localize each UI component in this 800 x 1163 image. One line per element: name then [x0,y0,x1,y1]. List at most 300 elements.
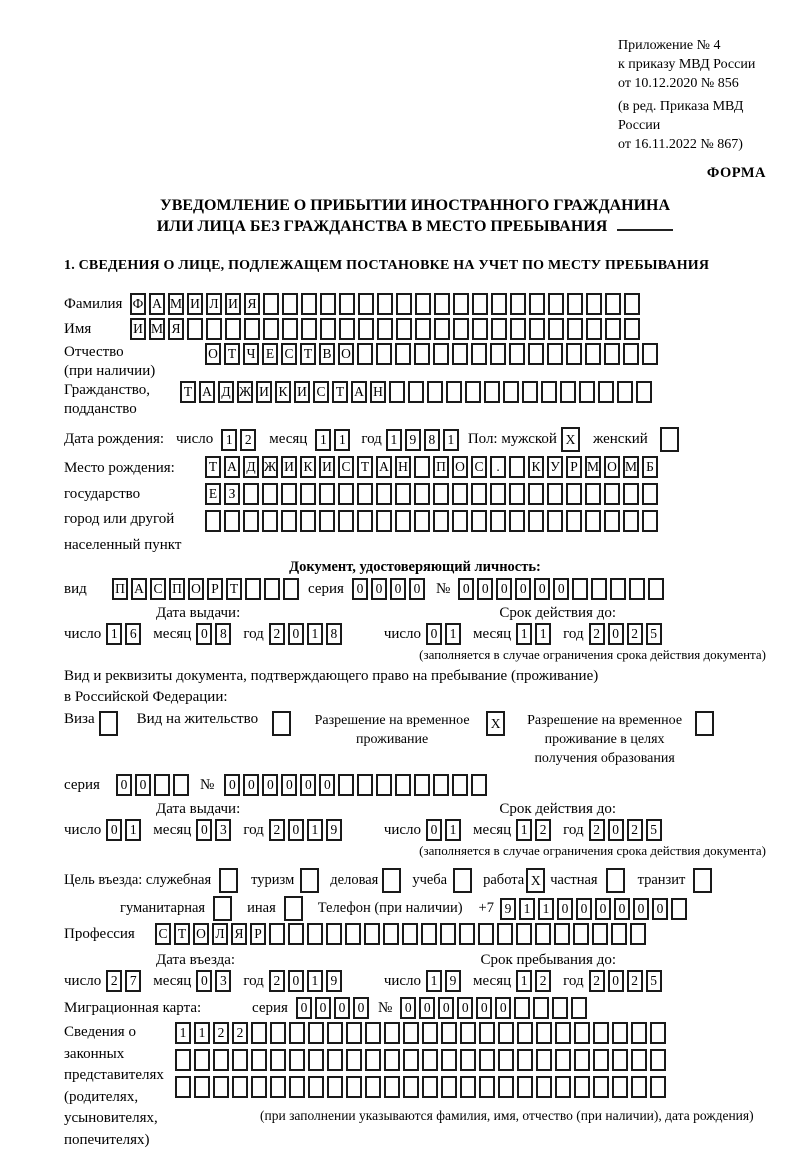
surname-cell[interactable] [415,293,431,315]
patronymic-cell[interactable] [490,343,506,365]
name-cell[interactable] [529,318,545,340]
doc-valid-year-cell[interactable]: 0 [608,623,624,645]
birthplace-cell[interactable] [452,483,468,505]
birthplace-cell[interactable]: Б [642,456,658,478]
name-cell[interactable]: И [130,318,146,340]
patronymic-cell[interactable]: Е [262,343,278,365]
doc-valid-year-cell[interactable]: 2 [589,623,605,645]
patronymic-cell[interactable]: В [319,343,335,365]
doc-number-cell[interactable]: 0 [534,578,550,600]
citizenship-cell[interactable] [617,381,633,403]
representative-cell[interactable]: 2 [232,1022,248,1044]
surname-cell[interactable] [320,293,336,315]
profession-cell[interactable] [307,923,323,945]
birthplace-cell[interactable] [319,483,335,505]
name-cell[interactable] [244,318,260,340]
representative-cell[interactable] [213,1076,229,1098]
birthplace-cell[interactable] [604,510,620,532]
permit-number-cell[interactable] [395,774,411,796]
permit-issue-year-cell[interactable]: 2 [269,819,285,841]
purpose-tourism-checkbox[interactable] [300,868,319,893]
doc-number-cell[interactable]: 0 [496,578,512,600]
citizenship-cell[interactable]: И [294,381,310,403]
birthplace-cell[interactable]: Е [205,483,221,505]
birthplace-cell[interactable]: Ж [262,456,278,478]
patronymic-cell[interactable] [452,343,468,365]
representative-cell[interactable] [574,1049,590,1071]
patronymic-cell[interactable]: Ч [243,343,259,365]
profession-cell[interactable]: Р [250,923,266,945]
permit-valid-year-cell[interactable]: 0 [608,819,624,841]
representative-cell[interactable] [270,1049,286,1071]
name-cell[interactable] [358,318,374,340]
doc-valid-day-cell[interactable]: 1 [445,623,461,645]
name-cell[interactable] [301,318,317,340]
representative-cell[interactable] [403,1022,419,1044]
permit-number-cell[interactable] [471,774,487,796]
birthplace-cell[interactable] [585,510,601,532]
entry-year-cell[interactable]: 2 [269,970,285,992]
purpose-work-checkbox[interactable]: X [526,868,545,893]
mig-number-cell[interactable]: 0 [438,997,454,1019]
permit-number-cell[interactable]: 0 [281,774,297,796]
permit-number-cell[interactable]: 0 [224,774,240,796]
profession-cell[interactable] [326,923,342,945]
representative-cell[interactable] [536,1022,552,1044]
representative-cell[interactable] [251,1049,267,1071]
purpose-private-checkbox[interactable] [606,868,625,893]
representative-cell[interactable] [631,1022,647,1044]
doc-type-cell[interactable]: О [188,578,204,600]
surname-cell[interactable]: И [225,293,241,315]
birthplace-cell[interactable]: Н [395,456,411,478]
stay-month-cell[interactable]: 2 [535,970,551,992]
surname-cell[interactable] [624,293,640,315]
representative-cell[interactable] [403,1049,419,1071]
birthplace-cell[interactable] [528,510,544,532]
birthplace-cell[interactable] [357,483,373,505]
doc-number-cell[interactable]: 0 [458,578,474,600]
birthplace-cell[interactable] [509,456,525,478]
birth-day-cell[interactable]: 1 [221,429,237,451]
doc-type-cell[interactable]: П [169,578,185,600]
birth-year-cell[interactable]: 1 [386,429,402,451]
citizenship-cell[interactable] [484,381,500,403]
citizenship-cell[interactable]: И [256,381,272,403]
mig-number-cell[interactable]: 0 [495,997,511,1019]
patronymic-cell[interactable] [642,343,658,365]
representative-cell[interactable] [327,1049,343,1071]
surname-cell[interactable] [282,293,298,315]
permit-issue-month-cell[interactable]: 3 [215,819,231,841]
profession-cell[interactable] [611,923,627,945]
name-cell[interactable] [434,318,450,340]
representative-cell[interactable] [574,1022,590,1044]
representative-cell[interactable] [574,1076,590,1098]
surname-cell[interactable] [567,293,583,315]
permit-number-cell[interactable]: 0 [243,774,259,796]
representative-cell[interactable] [536,1076,552,1098]
representative-cell[interactable] [650,1049,666,1071]
birthplace-cell[interactable]: П [433,456,449,478]
representative-cell[interactable] [194,1049,210,1071]
surname-cell[interactable] [548,293,564,315]
birthplace-cell[interactable]: К [300,456,316,478]
representative-cell[interactable] [308,1022,324,1044]
representative-cell[interactable] [612,1022,628,1044]
citizenship-cell[interactable]: Д [218,381,234,403]
stay-year-cell[interactable]: 5 [646,970,662,992]
doc-type-cell[interactable] [283,578,299,600]
representative-cell[interactable] [384,1022,400,1044]
birthplace-cell[interactable]: Т [357,456,373,478]
phone-digit-cell[interactable]: 0 [576,898,592,920]
surname-cell[interactable] [301,293,317,315]
name-cell[interactable] [263,318,279,340]
representative-cell[interactable] [441,1022,457,1044]
citizenship-cell[interactable] [541,381,557,403]
doc-number-cell[interactable]: 0 [477,578,493,600]
entry-month-cell[interactable]: 3 [215,970,231,992]
birthplace-cell[interactable]: З [224,483,240,505]
citizenship-cell[interactable]: Т [332,381,348,403]
representative-cell[interactable] [175,1049,191,1071]
birthplace-cell[interactable] [395,510,411,532]
stay-month-cell[interactable]: 1 [516,970,532,992]
permit-valid-year-cell[interactable]: 5 [646,819,662,841]
representative-cell[interactable] [289,1022,305,1044]
citizenship-cell[interactable]: Н [370,381,386,403]
profession-cell[interactable] [478,923,494,945]
birthplace-cell[interactable]: Р [566,456,582,478]
birthplace-cell[interactable]: У [547,456,563,478]
phone-digit-cell[interactable]: 9 [500,898,516,920]
permit-number-cell[interactable] [376,774,392,796]
patronymic-cell[interactable] [604,343,620,365]
doc-issue-month-cell[interactable]: 8 [215,623,231,645]
name-cell[interactable] [624,318,640,340]
representative-cell[interactable] [536,1049,552,1071]
doc-issue-day-cell[interactable]: 6 [125,623,141,645]
representative-cell[interactable] [194,1076,210,1098]
representative-cell[interactable] [232,1049,248,1071]
representative-cell[interactable] [631,1076,647,1098]
doc-issue-year-cell[interactable]: 8 [326,623,342,645]
representative-cell[interactable]: 2 [213,1022,229,1044]
birth-month-cell[interactable]: 1 [315,429,331,451]
patronymic-cell[interactable] [623,343,639,365]
representative-cell[interactable]: 1 [175,1022,191,1044]
patronymic-cell[interactable] [471,343,487,365]
name-cell[interactable] [472,318,488,340]
patronymic-cell[interactable]: Т [300,343,316,365]
mig-series-cell[interactable]: 0 [296,997,312,1019]
permit-issue-month-cell[interactable]: 0 [196,819,212,841]
doc-series-cell[interactable]: 0 [409,578,425,600]
permit-issue-year-cell[interactable]: 0 [288,819,304,841]
permit-number-cell[interactable] [452,774,468,796]
birthplace-cell[interactable] [224,510,240,532]
citizenship-cell[interactable] [408,381,424,403]
doc-type-cell[interactable]: П [112,578,128,600]
representative-cell[interactable] [270,1022,286,1044]
surname-cell[interactable] [529,293,545,315]
representative-cell[interactable] [517,1049,533,1071]
mig-number-cell[interactable] [571,997,587,1019]
representative-cell[interactable] [460,1022,476,1044]
purpose-transit-checkbox[interactable] [693,868,712,893]
doc-valid-month-cell[interactable]: 1 [516,623,532,645]
birthplace-cell[interactable] [395,483,411,505]
birthplace-cell[interactable] [623,483,639,505]
representative-cell[interactable] [460,1076,476,1098]
representative-cell[interactable] [593,1049,609,1071]
permit-series-cell[interactable] [173,774,189,796]
profession-cell[interactable] [573,923,589,945]
birthplace-cell[interactable]: Т [205,456,221,478]
representative-cell[interactable] [327,1076,343,1098]
representative-cell[interactable] [346,1076,362,1098]
representative-cell[interactable] [270,1076,286,1098]
birthplace-cell[interactable] [490,483,506,505]
permit-number-cell[interactable]: 0 [319,774,335,796]
citizenship-cell[interactable] [598,381,614,403]
representative-cell[interactable] [612,1076,628,1098]
profession-cell[interactable] [535,923,551,945]
patronymic-cell[interactable] [376,343,392,365]
birth-month-cell[interactable]: 1 [334,429,350,451]
citizenship-cell[interactable] [636,381,652,403]
name-cell[interactable]: Я [168,318,184,340]
doc-series-cell[interactable]: 0 [371,578,387,600]
permit-number-cell[interactable] [414,774,430,796]
citizenship-cell[interactable]: Т [180,381,196,403]
name-cell[interactable] [339,318,355,340]
doc-series-cell[interactable]: 0 [390,578,406,600]
representative-cell[interactable] [175,1076,191,1098]
entry-year-cell[interactable]: 1 [307,970,323,992]
birthplace-cell[interactable]: О [604,456,620,478]
birthplace-cell[interactable] [528,483,544,505]
doc-number-cell[interactable] [629,578,645,600]
name-cell[interactable] [187,318,203,340]
representative-cell[interactable] [460,1049,476,1071]
birthplace-cell[interactable] [414,510,430,532]
name-cell[interactable] [377,318,393,340]
permit-series-cell[interactable]: 0 [116,774,132,796]
entry-month-cell[interactable]: 0 [196,970,212,992]
citizenship-cell[interactable] [465,381,481,403]
patronymic-cell[interactable] [566,343,582,365]
representative-cell[interactable] [327,1022,343,1044]
representative-cell[interactable] [555,1049,571,1071]
representative-cell[interactable] [650,1022,666,1044]
birthplace-cell[interactable]: А [376,456,392,478]
patronymic-cell[interactable]: С [281,343,297,365]
permit-valid-year-cell[interactable]: 2 [627,819,643,841]
birthplace-cell[interactable] [205,510,221,532]
citizenship-cell[interactable]: Ж [237,381,253,403]
representative-cell[interactable] [555,1022,571,1044]
representative-cell[interactable] [232,1076,248,1098]
stay-year-cell[interactable]: 0 [608,970,624,992]
mig-series-cell[interactable]: 0 [334,997,350,1019]
doc-type-cell[interactable]: Р [207,578,223,600]
representative-cell[interactable] [365,1022,381,1044]
doc-valid-year-cell[interactable]: 5 [646,623,662,645]
birth-year-cell[interactable]: 9 [405,429,421,451]
representative-cell[interactable] [384,1076,400,1098]
profession-cell[interactable] [554,923,570,945]
representative-cell[interactable] [289,1049,305,1071]
doc-number-cell[interactable] [572,578,588,600]
stay-year-cell[interactable]: 2 [589,970,605,992]
doc-type-cell[interactable]: С [150,578,166,600]
name-cell[interactable] [548,318,564,340]
surname-cell[interactable] [453,293,469,315]
doc-valid-year-cell[interactable]: 2 [627,623,643,645]
permit-valid-day-cell[interactable]: 1 [445,819,461,841]
mig-number-cell[interactable]: 0 [476,997,492,1019]
birthplace-cell[interactable] [376,510,392,532]
stay-day-cell[interactable]: 9 [445,970,461,992]
permit-number-cell[interactable]: 0 [300,774,316,796]
birthplace-cell[interactable] [376,483,392,505]
birthplace-cell[interactable] [300,483,316,505]
permit-series-cell[interactable] [154,774,170,796]
phone-digit-cell[interactable] [671,898,687,920]
birthplace-cell[interactable] [319,510,335,532]
purpose-other-checkbox[interactable] [284,896,303,921]
name-cell[interactable]: М [149,318,165,340]
doc-type-cell[interactable]: А [131,578,147,600]
birthplace-cell[interactable] [262,483,278,505]
visa-checkbox[interactable] [99,711,118,736]
representative-cell[interactable] [498,1076,514,1098]
permit-series-cell[interactable]: 0 [135,774,151,796]
citizenship-cell[interactable]: А [351,381,367,403]
patronymic-cell[interactable] [433,343,449,365]
doc-issue-year-cell[interactable]: 0 [288,623,304,645]
permit-number-cell[interactable]: 0 [262,774,278,796]
name-cell[interactable] [510,318,526,340]
permit-issue-year-cell[interactable]: 1 [307,819,323,841]
profession-cell[interactable] [459,923,475,945]
birthplace-cell[interactable] [338,510,354,532]
citizenship-cell[interactable]: С [313,381,329,403]
birthplace-cell[interactable] [623,510,639,532]
representative-cell[interactable] [308,1076,324,1098]
representative-cell[interactable] [365,1076,381,1098]
birthplace-cell[interactable] [300,510,316,532]
birthplace-cell[interactable] [243,510,259,532]
profession-cell[interactable] [402,923,418,945]
profession-cell[interactable]: Т [174,923,190,945]
representative-cell[interactable] [251,1076,267,1098]
doc-type-cell[interactable] [245,578,261,600]
birthplace-cell[interactable]: С [338,456,354,478]
surname-cell[interactable] [434,293,450,315]
profession-cell[interactable]: С [155,923,171,945]
representative-cell[interactable] [479,1049,495,1071]
doc-number-cell[interactable]: 0 [553,578,569,600]
phone-digit-cell[interactable]: 0 [652,898,668,920]
entry-year-cell[interactable]: 0 [288,970,304,992]
birthplace-cell[interactable]: И [281,456,297,478]
profession-cell[interactable] [592,923,608,945]
stay-day-cell[interactable]: 1 [426,970,442,992]
representative-cell[interactable] [308,1049,324,1071]
birthplace-cell[interactable] [452,510,468,532]
stay-year-cell[interactable]: 2 [627,970,643,992]
representative-cell[interactable] [289,1076,305,1098]
citizenship-cell[interactable] [503,381,519,403]
profession-cell[interactable] [288,923,304,945]
patronymic-cell[interactable]: Т [224,343,240,365]
representative-cell[interactable] [422,1076,438,1098]
representative-cell[interactable] [346,1049,362,1071]
phone-digit-cell[interactable]: 0 [595,898,611,920]
doc-type-cell[interactable] [264,578,280,600]
birthplace-cell[interactable] [642,483,658,505]
name-cell[interactable] [206,318,222,340]
representative-cell[interactable] [517,1076,533,1098]
birthplace-cell[interactable] [585,483,601,505]
profession-cell[interactable] [516,923,532,945]
mig-number-cell[interactable]: 0 [400,997,416,1019]
birthplace-cell[interactable] [547,510,563,532]
profession-cell[interactable]: Л [212,923,228,945]
patronymic-cell[interactable]: О [338,343,354,365]
representative-cell[interactable] [593,1022,609,1044]
sex-female-checkbox[interactable] [660,427,679,452]
temp-residence-checkbox[interactable]: X [486,711,505,736]
name-cell[interactable] [491,318,507,340]
phone-digit-cell[interactable]: 0 [633,898,649,920]
representative-cell[interactable] [365,1049,381,1071]
profession-cell[interactable]: Я [231,923,247,945]
mig-number-cell[interactable] [533,997,549,1019]
birthplace-cell[interactable] [471,483,487,505]
name-cell[interactable] [396,318,412,340]
representative-cell[interactable] [650,1076,666,1098]
citizenship-cell[interactable] [560,381,576,403]
surname-cell[interactable]: Я [244,293,260,315]
entry-day-cell[interactable]: 7 [125,970,141,992]
birthplace-cell[interactable] [471,510,487,532]
birthplace-cell[interactable]: А [224,456,240,478]
mig-series-cell[interactable]: 0 [353,997,369,1019]
profession-cell[interactable] [269,923,285,945]
birthplace-cell[interactable]: И [319,456,335,478]
citizenship-cell[interactable]: А [199,381,215,403]
birthplace-cell[interactable] [433,483,449,505]
representative-cell[interactable] [612,1049,628,1071]
surname-cell[interactable] [491,293,507,315]
surname-cell[interactable] [472,293,488,315]
citizenship-cell[interactable]: К [275,381,291,403]
doc-valid-day-cell[interactable]: 0 [426,623,442,645]
doc-number-cell[interactable] [648,578,664,600]
representative-cell[interactable] [403,1076,419,1098]
birth-day-cell[interactable]: 2 [240,429,256,451]
patronymic-cell[interactable] [357,343,373,365]
mig-number-cell[interactable]: 0 [419,997,435,1019]
profession-cell[interactable] [364,923,380,945]
profession-cell[interactable] [383,923,399,945]
permit-valid-month-cell[interactable]: 1 [516,819,532,841]
temp-residence-edu-checkbox[interactable] [695,711,714,736]
